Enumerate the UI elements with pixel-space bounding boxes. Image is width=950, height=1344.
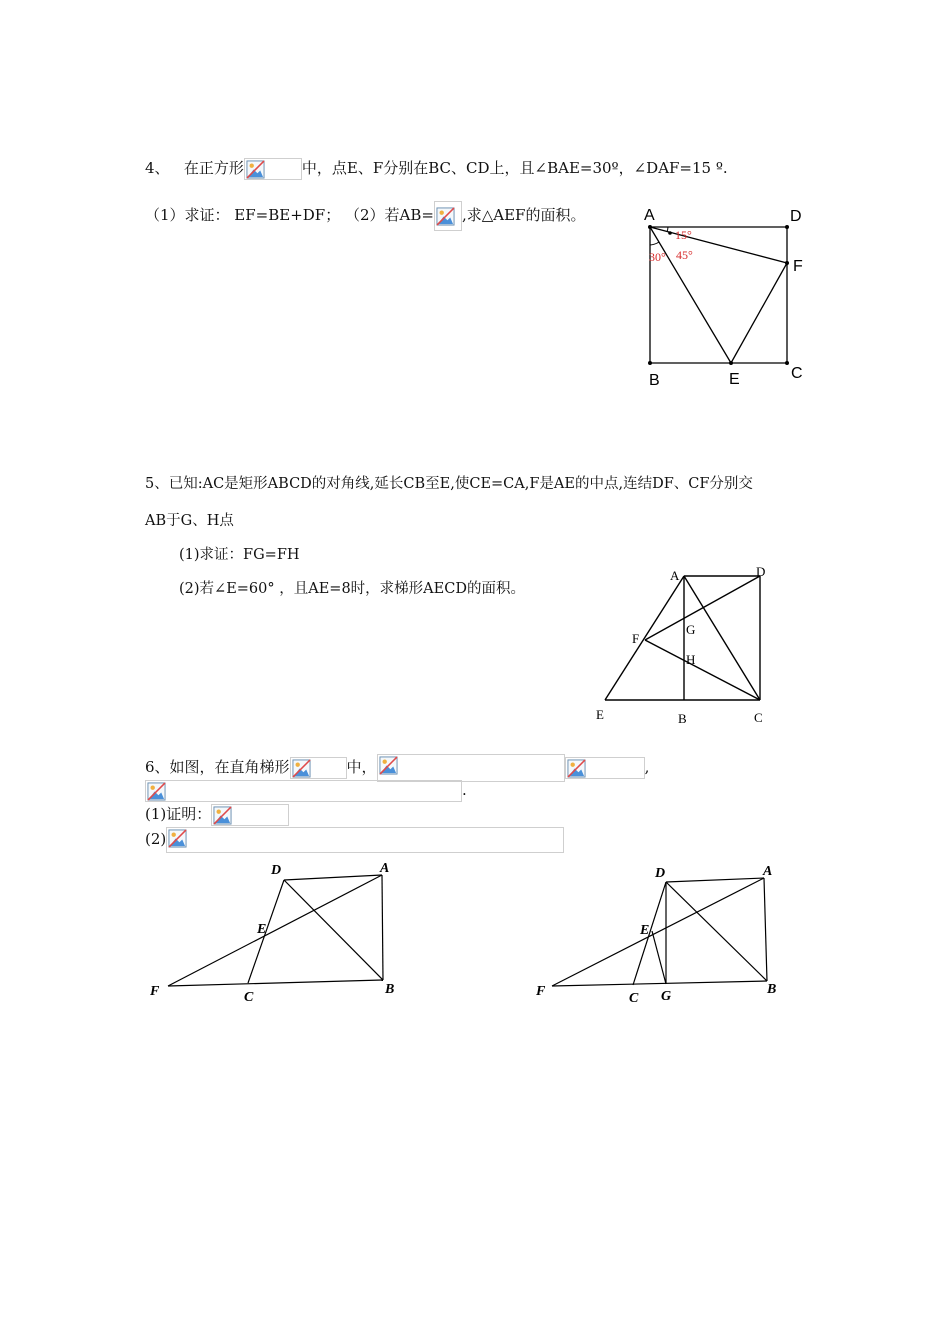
angle-label-30: 30° — [649, 250, 666, 264]
point-label-a: A — [380, 861, 390, 876]
segment-db — [284, 880, 383, 980]
problem-4-figure — [630, 200, 820, 400]
segment-fb — [552, 981, 767, 986]
problem-4-text-d: ,求△AEF的面积。 — [461, 206, 586, 224]
segment-fa — [552, 878, 764, 986]
problem-6-question-2: (2) — [145, 830, 167, 848]
point-label-b: B — [678, 711, 687, 726]
point-label-c: C — [754, 710, 763, 725]
problem-6-figure-1 — [140, 855, 420, 1015]
point-label-e: E — [596, 707, 604, 722]
broken-image-placeholder — [145, 780, 462, 802]
problem-6-line-2 — [145, 780, 467, 802]
problem-6-text-a: 6、如图，在直角梯形 — [145, 758, 290, 776]
broken-image-icon — [379, 756, 398, 775]
broken-image-placeholder — [565, 757, 645, 779]
problem-6-text-c: , — [644, 758, 650, 776]
segment-fd — [645, 576, 760, 640]
point-label-c: C — [791, 365, 803, 382]
point-label-h: H — [686, 652, 696, 667]
problem-6-question-1: (1)证明： — [145, 805, 212, 823]
point-label-d: D — [271, 863, 282, 878]
broken-image-icon — [147, 782, 166, 801]
point-label-a: A — [763, 864, 773, 879]
angle-label-15: 15° — [675, 228, 692, 242]
point-label-d: D — [756, 564, 766, 579]
segment-ab — [764, 878, 767, 981]
point-label-f: F — [536, 984, 546, 999]
point-label-c: C — [244, 990, 254, 1005]
problem-6-line-1 — [145, 754, 649, 782]
problem-4-text-c: （1）求证： EF=BE+DF； （2）若AB= — [145, 206, 434, 224]
angle-label-45: 45° — [676, 248, 693, 262]
segment-db — [666, 882, 767, 981]
problem-6-text-b: 中， — [346, 758, 377, 776]
problem-6-line-4 — [145, 827, 564, 853]
problem-4-number: 4、 — [145, 159, 170, 177]
point-label-a: A — [644, 207, 655, 224]
problem-5-statement: 5、已知:AC是矩形ABCD的对角线,延长CB至E,使CE=CA,F是AE的中点,连结DF、CF分别交 — [145, 476, 753, 492]
angle-arc-30 — [650, 242, 659, 245]
problem-5-line-1 — [145, 474, 753, 494]
problem-5-line-4 — [179, 579, 525, 599]
segment-fb — [168, 980, 383, 986]
point-label-f: F — [150, 984, 160, 999]
segment-fa — [168, 875, 382, 986]
point-label-b: B — [767, 982, 777, 997]
problem-6-figure-2 — [530, 855, 810, 1015]
point-label-c: C — [629, 991, 639, 1006]
problem-5-line-2 — [145, 511, 234, 531]
broken-image-icon — [168, 829, 187, 848]
broken-image-placeholder — [377, 754, 565, 782]
segment-da — [666, 878, 764, 882]
point-label-e: E — [640, 923, 650, 938]
segment-dc — [633, 882, 666, 985]
broken-image-placeholder — [244, 158, 302, 180]
point-label-b: B — [385, 982, 395, 997]
segment-fc — [645, 640, 760, 700]
problem-4-line-1 — [145, 158, 728, 180]
broken-image-icon — [246, 160, 265, 179]
segment-ae — [605, 576, 684, 700]
point-label-g: G — [686, 622, 696, 637]
broken-image-icon — [436, 207, 455, 226]
segment-ab — [382, 875, 383, 980]
problem-5-line-3 — [179, 545, 300, 565]
point-label-f: F — [632, 631, 640, 646]
problem-6-line-3 — [145, 804, 289, 826]
problem-5-figure — [590, 562, 780, 732]
segment-ef — [731, 263, 787, 363]
problem-5-question-1: (1)求证：FG=FH — [179, 547, 300, 563]
segment-ac — [684, 576, 760, 700]
problem-4-text-b: 中，点E、F分别在BC、CD上，且∠BAE=30º，∠DAF=15 º. — [301, 159, 728, 177]
problem-4-line-2 — [145, 201, 585, 231]
point-label-d: D — [655, 866, 666, 881]
problem-5-statement-cont: AB于G、H点 — [145, 513, 234, 529]
broken-image-placeholder — [166, 827, 564, 853]
broken-image-placeholder — [434, 201, 462, 231]
point-label-d: D — [790, 208, 802, 225]
segment-da — [284, 875, 382, 880]
point-label-e: E — [257, 922, 267, 937]
broken-image-placeholder — [290, 757, 347, 779]
problem-5-question-2: (2)若∠E=60° ，且AE=8时，求梯形AECD的面积。 — [179, 581, 525, 597]
broken-image-icon — [213, 806, 232, 825]
broken-image-placeholder — [211, 804, 289, 826]
broken-image-icon — [567, 759, 586, 778]
broken-image-icon — [292, 759, 311, 778]
point-label-f: F — [793, 258, 803, 275]
problem-4-text-a: 在正方形 — [183, 159, 244, 177]
point-label-e: E — [729, 371, 740, 388]
segment-eg — [652, 931, 666, 984]
problem-6-text-d: . — [462, 781, 467, 799]
point-label-a: A — [670, 568, 680, 583]
point-label-g: G — [661, 989, 672, 1004]
point-label-b: B — [649, 372, 660, 389]
